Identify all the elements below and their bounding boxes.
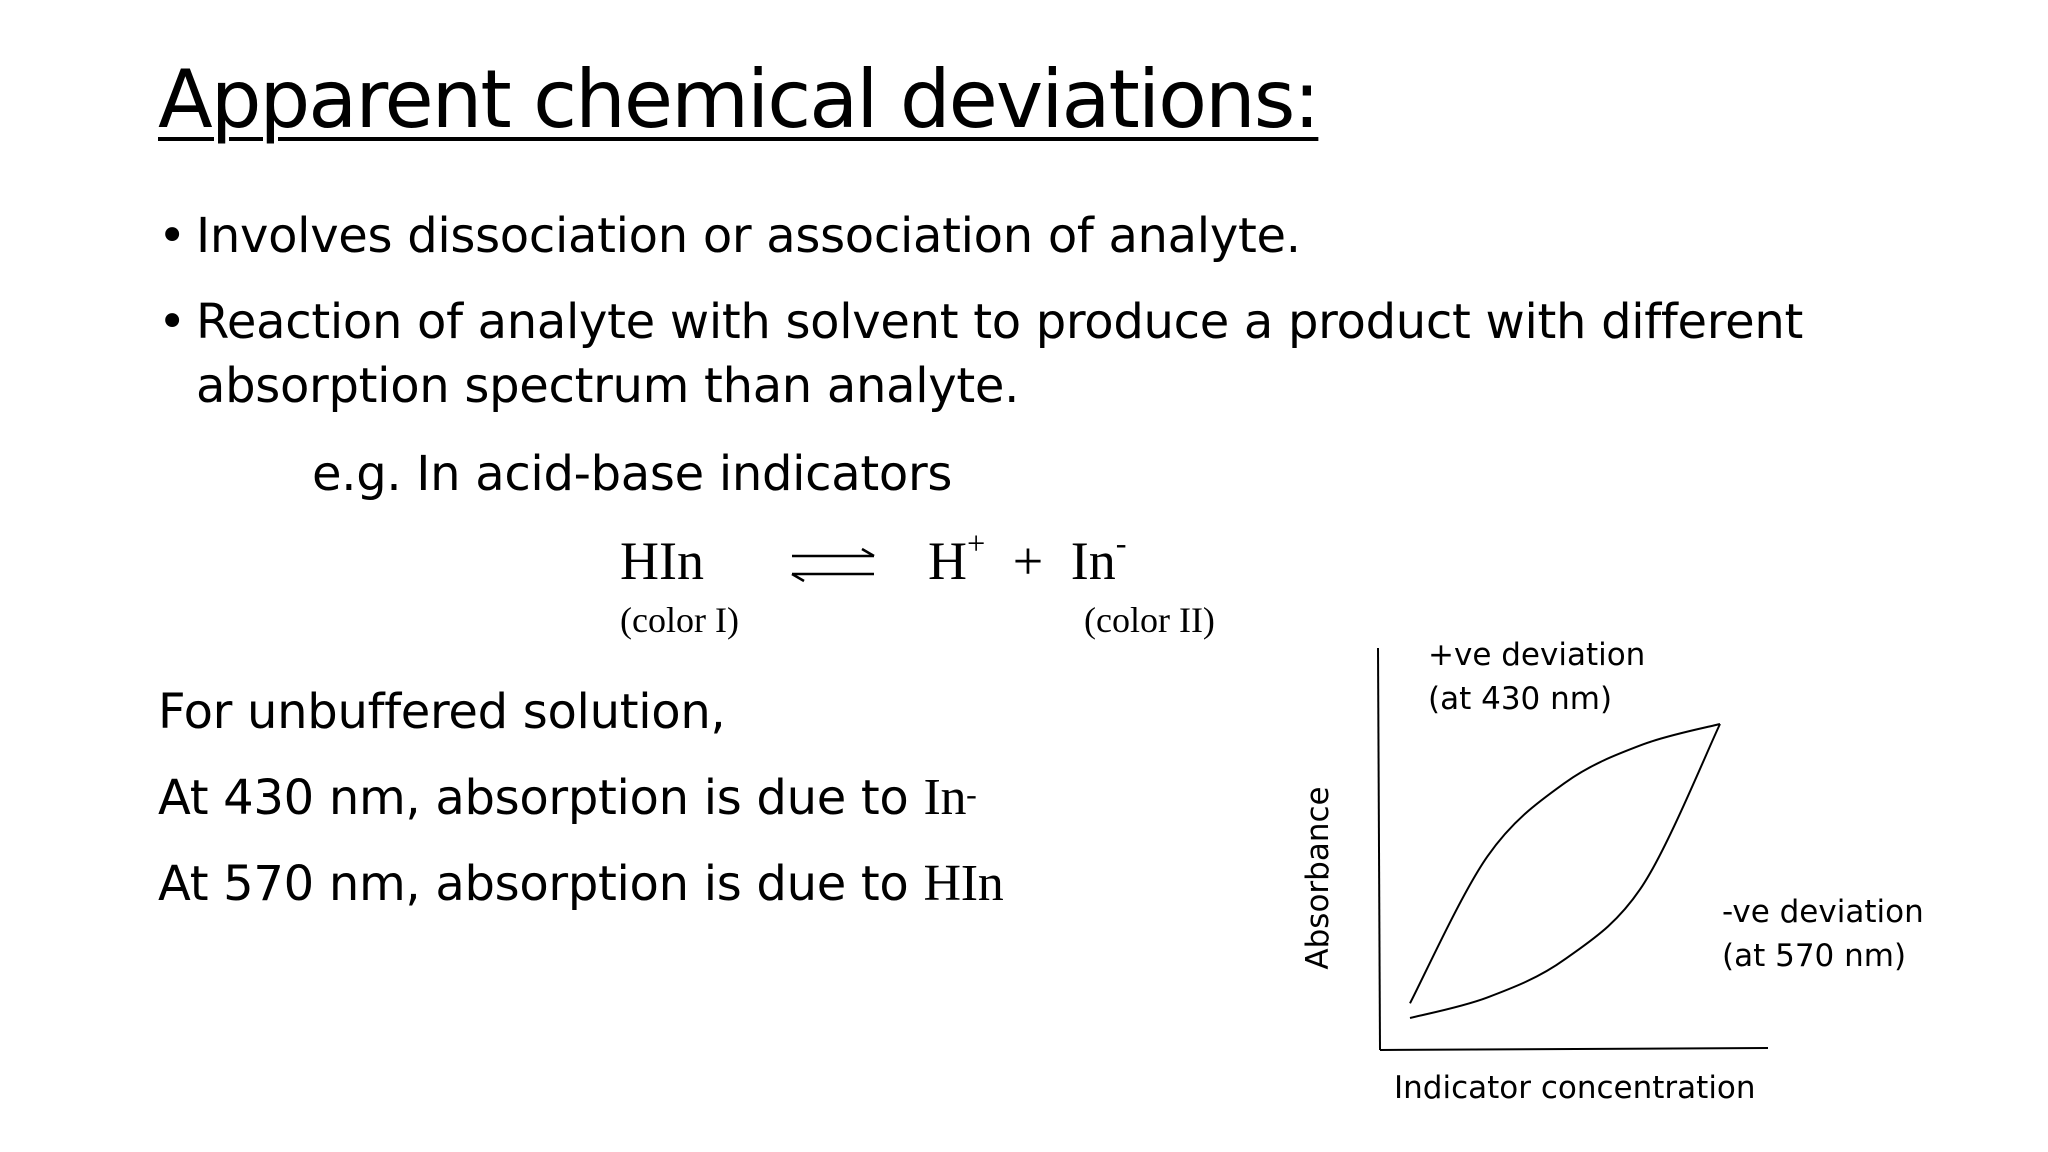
chart-y-axis	[1378, 648, 1380, 1050]
statement-570nm-species: HIn	[923, 855, 1004, 912]
bullet-text: Reaction of analyte with solvent to produce a product with different	[196, 294, 1803, 350]
equation-product-hydrogen-charge: +	[967, 526, 986, 562]
chart-annotation-negative	[1722, 890, 1924, 978]
equation-reactant: HIn	[620, 531, 704, 591]
chart-series-negative-deviation	[1410, 724, 1720, 1018]
chart-y-axis-label: Absorbance	[1300, 786, 1336, 970]
statement-430nm-text: At 430 nm, absorption is due to	[158, 770, 924, 826]
chart-series-positive-deviation	[1410, 724, 1720, 1003]
chart-annotation-positive-line1: +ve deviation	[1428, 637, 1646, 673]
equation-product-indicator-charge: -	[1115, 526, 1127, 562]
bullet-text-continuation: absorption spectrum than analyte.	[196, 358, 1020, 414]
equation-reactant-note: (color I)	[620, 600, 739, 640]
bullet-dot: •	[158, 208, 187, 264]
statement-430nm-species: In	[923, 769, 967, 826]
statement-570nm-text: At 570 nm, absorption is due to	[158, 856, 924, 912]
equation-product-hydrogen: H	[928, 531, 967, 591]
equation-product-note: (color II)	[1084, 600, 1215, 640]
equation-product-indicator-ion: In	[1070, 531, 1116, 591]
slide-title: Apparent chemical deviations:	[158, 53, 1319, 146]
bullet-text: Involves dissociation or association of analyte.	[196, 208, 1301, 264]
bullet-dot: •	[158, 294, 187, 350]
chart-x-axis-label: Indicator concentration	[1394, 1070, 1756, 1106]
chart-annotation-negative-line2: (at 570 nm)	[1722, 938, 1907, 974]
chart-annotation-positive-line2: (at 430 nm)	[1428, 681, 1613, 717]
example-text: e.g. In acid-base indicators	[312, 446, 953, 502]
statement-430nm-charge: -	[966, 776, 977, 812]
statement-unbuffered: For unbuffered solution,	[158, 684, 726, 740]
chart-x-axis	[1380, 1048, 1768, 1050]
chart-annotation-positive	[1428, 633, 1645, 721]
chart-annotation-negative-line1: -ve deviation	[1722, 894, 1924, 930]
equation-plus-sign: +	[1012, 531, 1044, 591]
